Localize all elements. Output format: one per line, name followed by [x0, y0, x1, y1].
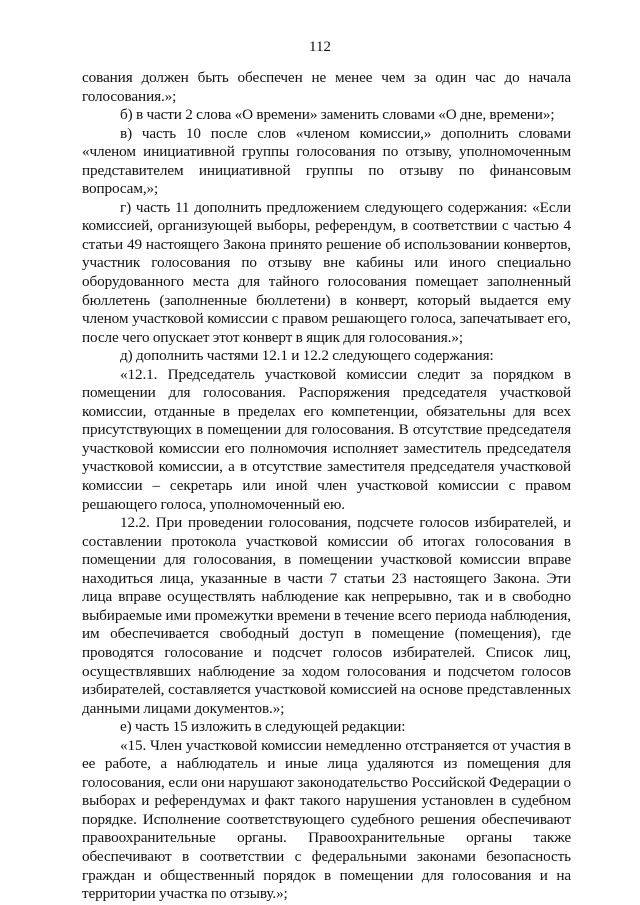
page-number: 112: [309, 39, 331, 55]
paragraph: «12.1. Председатель участковой комиссии следит за порядком в помещении для голосования. Распоряжения председателя участковой комиссии, отданные в пределах его компетенции, обязательны для всех присутствующих в помещении для голосования. В отсутствие председателя участковой комиссии его полномочия исполняет заместитель председателя участковой комиссии, а в отсутствие заместителя председателя участковой комиссии – секретарь или иной член участковой комиссии с правом решающего голоса, уполномоченный ею.: [82, 365, 571, 513]
paragraph: д) дополнить частями 12.1 и 12.2 следующего содержания:: [120, 347, 494, 365]
paragraph: «15. Член участковой комиссии немедленно отстраняется от участия в ее работе, а наблюдатель и иные лица удаляются из помещения для голосования, если они нарушают законодательство Российской Федерации о выборах и референдумах и факт такого нарушения установлен в судебном порядке. Исполнение соответствующего судебного решения обеспечивают правоохранительные органы. Правоохранительные органы также обеспечивают в соответствии с федеральными законами безопасность граждан и общественный порядок в помещении для голосования и на территории участка по отзыву.»;: [82, 736, 571, 903]
paragraph: в) часть 10 после слов «членом комиссии,» дополнить словами «членом инициативной группы голосования по отзыву, уполномоченным представителем инициативной группы по отзыву по финансовым вопросам,»;: [82, 124, 571, 198]
document-body: [82, 69, 571, 904]
paragraph: е) часть 15 изложить в следующей редакции:: [120, 718, 406, 736]
paragraph: г) часть 11 дополнить предложением следующего содержания: «Если комиссией, организующей выборы, референдум, в соответствии с частью 4 статьи 49 настоящего Закона принято решение об использовании конвертов, участник голосования по отзыву вне кабины или иного специально оборудованного места для тайного голосования помещает заполненный бюллетень (заполненные бюллетени) в конверт, который выдается ему членом участковой комиссии с правом решающего голоса, запечатывает его, после чего опускает этот конверт в ящик для голосования.»;: [82, 198, 571, 346]
paragraph: сования должен быть обеспечен не менее чем за один час до начала голосования.»;: [82, 69, 571, 105]
paragraph: 12.2. При проведении голосования, подсчете голосов избирателей, и составлении протокола участковой комиссии об итогах голосования в помещении для голосования, в помещении участковой комиссии вправе находиться лица, указанные в части 7 статьи 23 настоящего Закона. Эти лица вправе осуществлять наблюдение как непрерывно, так и в свободно выбираемые ими промежутки времени в течение всего периода наблюдения, им обеспечивается свободный доступ в помещение (помещения), где проводятся голосование и подсчет голосов избирателей. Список лиц, осуществлявших наблюдение за ходом голосования и подсчетом голосов избирателей, составляется участковой комиссией на основе представленных данными лицами документов.»;: [82, 514, 571, 717]
paragraph: б) в части 2 слова «О времени» заменить словами «О дне, времени»;: [120, 106, 555, 124]
